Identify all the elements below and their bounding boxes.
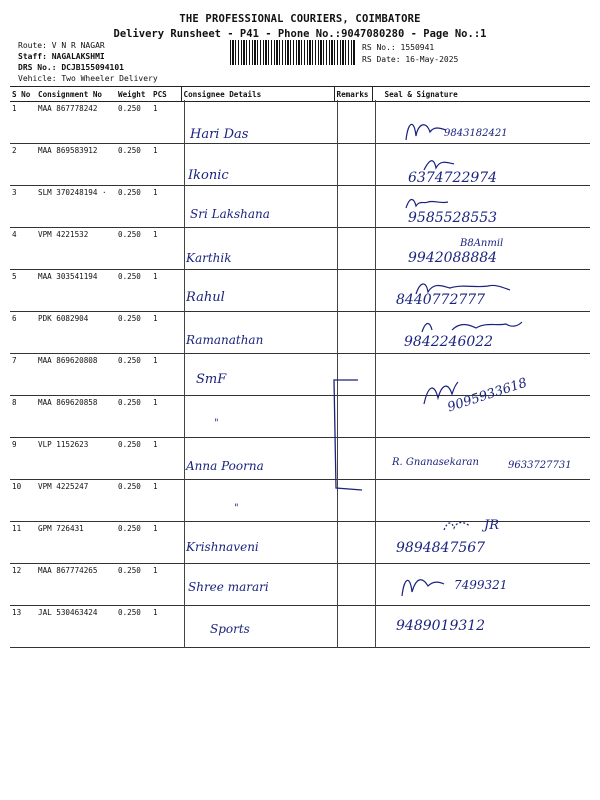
signature-note: R. Gnanasekaran (392, 457, 479, 468)
row-weight: 0.250 (116, 480, 151, 522)
row-consignment-no: MAA 869620808 (36, 354, 116, 396)
handwritten-name: Ikonic (188, 168, 229, 183)
row-sno: 7 (10, 354, 36, 396)
row-remarks-cell (334, 522, 372, 564)
row-weight: 0.250 (116, 438, 151, 480)
row-pcs: 1 (151, 396, 181, 438)
handwritten-phone: 6374722974 (408, 170, 498, 186)
row-signature-cell (372, 480, 590, 522)
row-consignment-no: MAA 867778242 (36, 102, 116, 144)
staff-label: Staff: NAGALAKSHMI (18, 52, 105, 61)
row-consignment-no: VPM 4225247 (36, 480, 116, 522)
row-remarks-cell (334, 102, 372, 144)
company-title: THE PROFESSIONAL COURIERS, COIMBATORE (179, 13, 421, 25)
row-consignment-no: MAA 867774265 (36, 564, 116, 606)
signature-scribble (400, 116, 450, 146)
col-sno: S No (10, 87, 36, 102)
col-consignment: Consignment No (36, 87, 116, 102)
col-signature: Seal & Signature (372, 87, 590, 102)
handwritten-phone: 7499321 (454, 578, 508, 592)
table-row (10, 438, 590, 480)
row-consignment-no: VLP 1152623 (36, 438, 116, 480)
row-consignment-no: MAA 303541194 (36, 270, 116, 312)
col-weight: Weight (116, 87, 151, 102)
row-consignment-no: MAA 869583912 (36, 144, 116, 186)
row-consignee-cell (181, 480, 334, 522)
row-pcs: 1 (151, 186, 181, 228)
handwritten-name: Hari Das (190, 127, 249, 142)
handwritten-name: SmF (196, 372, 227, 387)
handwritten-phone: 9585528553 (408, 210, 498, 226)
row-sno: 4 (10, 228, 36, 270)
table-row (10, 522, 590, 564)
row-weight: 0.250 (116, 606, 151, 648)
handwritten-phone: 9894847567 (396, 540, 486, 556)
row-sno: 12 (10, 564, 36, 606)
row-remarks-cell (334, 144, 372, 186)
row-pcs: 1 (151, 312, 181, 354)
handwritten-name: Ramanathan (186, 333, 264, 347)
row-consignment-no: VPM 4221532 (36, 228, 116, 270)
row-sno: 1 (10, 102, 36, 144)
row-sno: 10 (10, 480, 36, 522)
row-pcs: 1 (151, 144, 181, 186)
row-sno: 11 (10, 522, 36, 564)
row-sno: 8 (10, 396, 36, 438)
barcode-image (230, 40, 356, 65)
row-pcs: 1 (151, 606, 181, 648)
col-consignee: Consignee Details (181, 87, 334, 102)
handwritten-name: Shree marari (188, 580, 269, 594)
handwritten-phone: 9095933618 (445, 375, 530, 416)
row-weight: 0.250 (116, 396, 151, 438)
handwritten-phone: 9942088884 (408, 250, 498, 266)
row-weight: 0.250 (116, 186, 151, 228)
row-remarks-cell (334, 564, 372, 606)
handwritten-name: Krishnaveni (186, 540, 259, 554)
row-pcs: 1 (151, 480, 181, 522)
handwritten-phone: 9633727731 (508, 460, 572, 471)
divider-consignee (184, 100, 185, 648)
table-row (10, 186, 590, 228)
row-sno: 6 (10, 312, 36, 354)
row-consignment-no: SLM 370248194 · (36, 186, 116, 228)
runsheet-subtitle: Delivery Runsheet - P41 - Phone No.:9047080280 - Page No.:1 (113, 28, 487, 40)
row-remarks-cell (334, 312, 372, 354)
row-consignment-no: JAL 530463424 (36, 606, 116, 648)
divider-remarks (337, 100, 338, 648)
rs-number: RS No.: 1550941 (362, 43, 435, 52)
handwritten-phone: 9842246022 (404, 334, 494, 350)
row-remarks-cell (334, 270, 372, 312)
col-remarks: Remarks (334, 87, 372, 102)
row-remarks-cell (334, 228, 372, 270)
col-pcs: PCS (151, 87, 181, 102)
row-weight: 0.250 (116, 564, 151, 606)
row-pcs: 1 (151, 102, 181, 144)
row-weight: 0.250 (116, 354, 151, 396)
row-pcs: 1 (151, 270, 181, 312)
table-row (10, 144, 590, 186)
handwritten-phone: 9843182421 (444, 128, 508, 139)
remarks-bracket (328, 376, 368, 494)
drs-label: DRS No.: DCJB155094101 (18, 63, 124, 72)
handwritten-phone: 9489019312 (396, 618, 486, 634)
handwritten-name: Sports (210, 622, 250, 636)
row-consignee-cell (181, 396, 334, 438)
row-weight: 0.250 (116, 102, 151, 144)
row-sno: 5 (10, 270, 36, 312)
row-consignment-no: PDK 6082904 (36, 312, 116, 354)
row-weight: 0.250 (116, 270, 151, 312)
handwritten-name: Anna Poorna (186, 459, 264, 473)
table-row (10, 480, 590, 522)
row-pcs: 1 (151, 564, 181, 606)
ditto-mark: " (234, 503, 239, 514)
row-weight: 0.250 (116, 522, 151, 564)
divider-signature (375, 100, 376, 648)
row-weight: 0.250 (116, 144, 151, 186)
row-pcs: 1 (151, 438, 181, 480)
row-sno: 3 (10, 186, 36, 228)
signature-scribble (398, 572, 448, 600)
table-row (10, 606, 590, 648)
row-pcs: 1 (151, 354, 181, 396)
route-label: Route: V N R NAGAR (18, 41, 105, 50)
row-consignment-no: MAA 869620858 (36, 396, 116, 438)
table-row (10, 396, 590, 438)
runsheet-table (10, 86, 590, 648)
table-header-row (10, 87, 590, 102)
signature-note: B8Anmil (460, 238, 504, 249)
signature-scribble (440, 516, 480, 536)
row-remarks-cell (334, 606, 372, 648)
row-weight: 0.250 (116, 312, 151, 354)
row-sno: 13 (10, 606, 36, 648)
handwritten-phone: 8440772777 (396, 292, 486, 308)
row-consignment-no: GPM 726431 (36, 522, 116, 564)
row-sno: 2 (10, 144, 36, 186)
handwritten-name: Karthik (186, 251, 232, 265)
ditto-mark: " (214, 418, 219, 429)
rs-date: RS Date: 16-May-2025 (362, 55, 459, 64)
row-remarks-cell (334, 186, 372, 228)
row-consignee-cell (181, 606, 334, 648)
row-sno: 9 (10, 438, 36, 480)
handwritten-name: Sri Lakshana (190, 207, 270, 221)
row-weight: 0.250 (116, 228, 151, 270)
vehicle-label: Vehicle: Two Wheeler Delivery (18, 74, 158, 83)
signature-note: JR (484, 518, 499, 533)
row-pcs: 1 (151, 522, 181, 564)
handwritten-name: Rahul (186, 290, 225, 305)
row-pcs: 1 (151, 228, 181, 270)
